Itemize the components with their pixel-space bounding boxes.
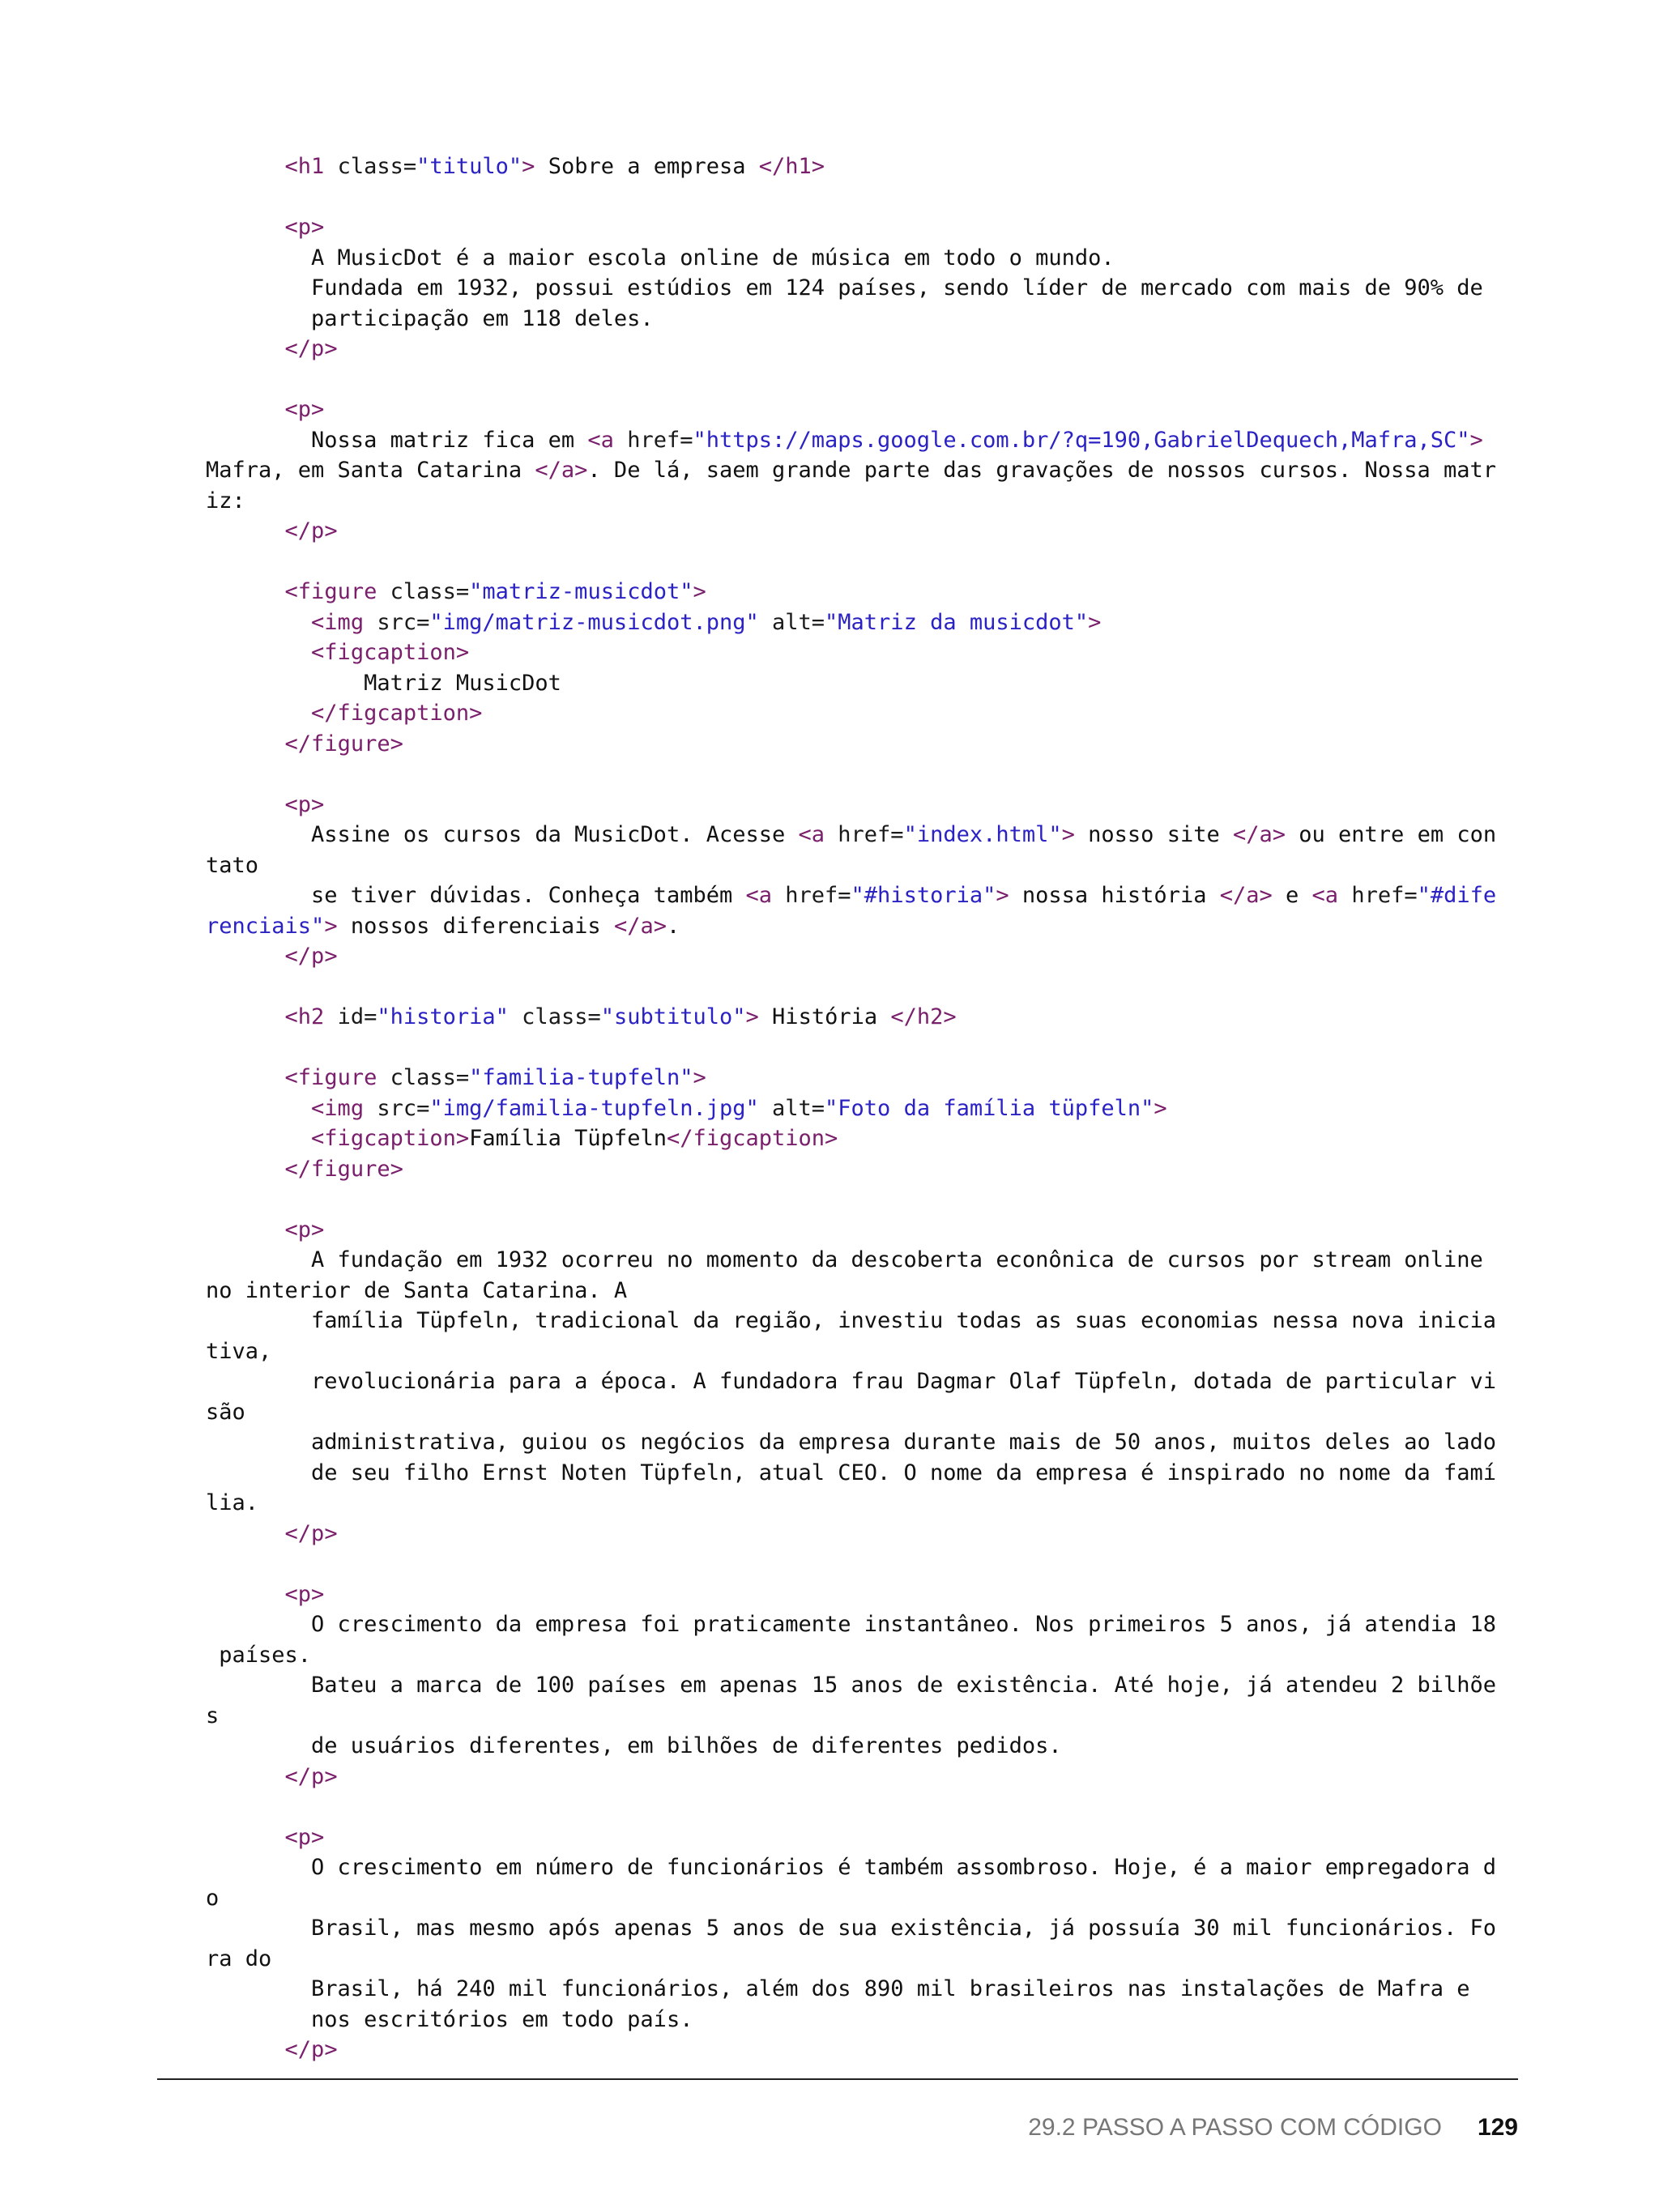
code-token: "index.html" [903, 822, 1062, 847]
code-line [206, 1883, 1518, 1914]
code-line [206, 698, 1518, 729]
code-line [206, 1427, 1518, 1458]
code-line [206, 820, 1518, 850]
code-token [206, 1157, 285, 1182]
code-line [206, 1974, 1518, 2005]
code-token: nos escritórios em todo país. [206, 2006, 693, 2032]
code-line [206, 2035, 1518, 2065]
code-line [206, 1822, 1518, 1853]
code-token: revolucionária para a época. A fundadora frau Dagmar Olaf Tüpfeln, dotada de particular vi [206, 1369, 1497, 1394]
code-token: <figure [284, 579, 390, 604]
code-token: class= [337, 154, 417, 179]
code-token [206, 336, 285, 361]
code-token: </p> [284, 1520, 338, 1546]
code-token: Assine os cursos da MusicDot. Acesse [206, 822, 799, 847]
code-token: class= [390, 579, 470, 604]
code-line [206, 607, 1518, 638]
code-token: <p> [284, 1581, 325, 1607]
code-token: </p> [284, 2037, 338, 2062]
code-token: "historia" [377, 1004, 509, 1029]
code-line [206, 334, 1518, 364]
code-line [206, 1549, 1518, 1579]
code-token: nossos diferenciais [337, 913, 614, 939]
code-token: </a> [535, 458, 588, 483]
code-token [206, 1825, 285, 1850]
code-token [206, 1065, 285, 1090]
code-line [206, 1519, 1518, 1549]
code-token: ou entre em con [1286, 822, 1497, 847]
code-line [206, 547, 1518, 578]
code-line [206, 1701, 1518, 1732]
code-line [206, 668, 1518, 699]
code-token: > [693, 1065, 706, 1090]
page-number: 129 [1477, 2114, 1518, 2141]
code-token: class= [508, 1004, 601, 1029]
code-token: href= [627, 427, 693, 453]
footer-divider [157, 2078, 1518, 2080]
code-token: alt= [758, 1095, 825, 1121]
code-line [206, 304, 1518, 335]
code-token: Brasil, há 240 mil funcionários, além dos 890 mil brasileiros nas instalações de Mafra e [206, 1976, 1470, 2001]
code-token [206, 792, 285, 817]
code-token [206, 1217, 285, 1242]
code-token: "#dife [1417, 883, 1497, 908]
code-token: administrativa, guiou os negócios da empresa durante mais de 50 anos, muitos deles ao lado [206, 1430, 1497, 1455]
code-line [206, 1458, 1518, 1489]
code-line [206, 1093, 1518, 1124]
code-token: História [758, 1004, 891, 1029]
code-token [206, 2037, 285, 2062]
code-token: . [666, 913, 680, 939]
code-token: > [693, 579, 706, 604]
code-token: <a [587, 427, 628, 453]
code-token: ra do [206, 1946, 272, 1971]
code-token: id= [337, 1004, 377, 1029]
code-line [206, 1762, 1518, 1792]
code-token: "familia-tupfeln" [469, 1065, 693, 1090]
code-token: <figcaption> [311, 640, 470, 665]
code-line [206, 1609, 1518, 1640]
code-token: <p> [284, 1217, 325, 1242]
code-token: Família Tüpfeln [469, 1126, 667, 1151]
code-token: src= [377, 609, 430, 635]
code-token: "matriz-musicdot" [469, 579, 693, 604]
code-token [206, 1096, 311, 1121]
code-token: nosso site [1074, 822, 1233, 847]
code-line [206, 182, 1518, 213]
code-token: "img/matriz-musicdot.png" [429, 609, 759, 635]
code-token: <p> [284, 1824, 325, 1850]
code-token: href= [1351, 883, 1418, 908]
code-token: participação em 118 deles. [206, 305, 654, 331]
code-line [206, 1640, 1518, 1671]
code-token: > [324, 913, 338, 939]
code-line [206, 880, 1518, 911]
code-token: "https://maps.google.com.br/?q=190,GabrielDequech,Mafra,SC" [693, 427, 1470, 453]
code-token [206, 579, 285, 604]
code-token: </h2> [890, 1004, 957, 1029]
code-line [206, 516, 1518, 547]
code-line [206, 425, 1518, 456]
code-token: renciais" [206, 913, 325, 939]
code-token: A MusicDot é a maior escola online de música em todo o mundo. [206, 245, 1115, 271]
code-token: o [206, 1885, 220, 1911]
code-line [206, 1245, 1518, 1276]
code-token: Mafra, em Santa Catarina [206, 458, 535, 483]
code-token: <p> [284, 215, 325, 240]
code-line [206, 364, 1518, 395]
code-line [206, 759, 1518, 790]
code-token: Fundada em 1932, possui estúdios em 124 países, sendo líder de mercado com mais de 90% de [206, 275, 1483, 300]
code-line [206, 1397, 1518, 1428]
code-token [206, 610, 311, 635]
code-token: Brasil, mas mesmo após apenas 5 anos de sua existência, já possuía 30 mil funcionários. Fo [206, 1916, 1497, 1941]
code-token: família Tüpfeln, tradicional da região, investiu todas as suas economias nessa nova inicia [206, 1308, 1497, 1333]
code-line [206, 972, 1518, 1003]
section-title: 29.2 PASSO A PASSO COM CÓDIGO [1028, 2114, 1442, 2141]
code-token: > [1469, 427, 1483, 453]
code-line [206, 394, 1518, 425]
code-line [206, 1336, 1518, 1367]
code-token: O crescimento em número de funcionários é também assombroso. Hoje, é a maior empregadora d [206, 1855, 1497, 1880]
code-token: </a> [1219, 883, 1273, 908]
code-line [206, 941, 1518, 972]
code-token [206, 1521, 285, 1546]
code-token: <p> [284, 397, 325, 422]
code-token: países. [206, 1642, 312, 1668]
code-token: <p> [284, 791, 325, 817]
code-token: <a [745, 883, 786, 908]
code-token: no interior de Santa Catarina. A [206, 1277, 628, 1303]
code-line [206, 455, 1518, 486]
code-token: são [206, 1399, 245, 1425]
code-token: > [1154, 1095, 1167, 1121]
code-token: Bateu a marca de 100 países em apenas 15 anos de existência. Até hoje, já atendeu 2 bilhõe [206, 1673, 1497, 1698]
code-token: s [206, 1703, 220, 1728]
code-token [206, 1126, 311, 1151]
code-line [206, 1579, 1518, 1610]
code-token: A fundação em 1932 ocorreu no momento da descoberta econônica de cursos por stream online [206, 1247, 1483, 1272]
code-token: </figcaption> [666, 1126, 838, 1151]
code-token [206, 1764, 285, 1789]
code-line [206, 2005, 1518, 2035]
code-line [206, 1063, 1518, 1093]
code-token: "Matriz da musicdot" [825, 609, 1089, 635]
code-token: </figure> [284, 731, 403, 757]
code-token: > [522, 154, 535, 179]
page-footer [157, 2114, 1518, 2142]
code-token: </p> [284, 336, 338, 361]
code-token: O crescimento da empresa foi praticamente instantâneo. Nos primeiros 5 anos, já atendia 18 [206, 1612, 1497, 1637]
code-token: de usuários diferentes, em bilhões de diferentes pedidos. [206, 1733, 1062, 1758]
code-line [206, 1215, 1518, 1246]
code-token: <a [798, 822, 838, 847]
code-line [206, 850, 1518, 881]
code-token [206, 1004, 285, 1029]
code-token: </figure> [284, 1156, 403, 1182]
code-token: </h1> [758, 154, 825, 179]
code-line [206, 1366, 1518, 1397]
code-token [206, 518, 285, 543]
code-token [206, 154, 285, 179]
code-token: Nossa matriz fica em [206, 427, 588, 453]
code-token: src= [377, 1095, 430, 1121]
code-line [206, 1488, 1518, 1519]
code-token: e [1272, 883, 1312, 908]
code-line [206, 1792, 1518, 1822]
code-line [206, 1913, 1518, 1944]
code-token: > [996, 883, 1009, 908]
code-line [206, 212, 1518, 243]
code-line [206, 729, 1518, 760]
code-token [206, 1582, 285, 1607]
code-token: class= [390, 1065, 470, 1090]
code-line [206, 911, 1518, 942]
code-line [206, 1306, 1518, 1336]
code-token: "subtitulo" [600, 1004, 746, 1029]
code-token: Sobre a empresa [535, 154, 759, 179]
code-token: nossa história [1009, 883, 1220, 908]
code-line [206, 1154, 1518, 1185]
code-token: > [1088, 609, 1102, 635]
code-token: <a [1311, 883, 1352, 908]
code-token: href= [785, 883, 851, 908]
code-line [206, 1731, 1518, 1762]
code-line [206, 1033, 1518, 1063]
code-token [206, 701, 311, 726]
code-token: "Foto da família tüpfeln" [825, 1095, 1154, 1121]
code-token: tato [206, 852, 259, 878]
code-token: iz: [206, 488, 245, 514]
code-token: <figure [284, 1065, 390, 1090]
code-line [206, 1123, 1518, 1154]
code-token [206, 215, 285, 240]
code-token [206, 944, 285, 969]
code-line [206, 1670, 1518, 1701]
code-line [206, 273, 1518, 304]
code-token: lia. [206, 1490, 259, 1515]
code-token: se tiver dúvidas. Conheça também [206, 883, 746, 908]
code-token: </figcaption> [311, 701, 483, 726]
code-token [206, 640, 311, 665]
code-token: > [1061, 822, 1075, 847]
code-token: "img/familia-tupfeln.jpg" [429, 1095, 759, 1121]
code-token: <figcaption> [311, 1126, 470, 1151]
code-line [206, 790, 1518, 820]
code-token: "titulo" [416, 154, 522, 179]
code-token: <h2 [284, 1004, 338, 1029]
code-token: </a> [1232, 822, 1286, 847]
code-line [206, 1002, 1518, 1033]
code-token: </p> [284, 1763, 338, 1789]
code-token: de seu filho Ernst Noten Tüpfeln, atual CEO. O nome da empresa é inspirado no nome da famí [206, 1460, 1497, 1485]
code-token: </p> [284, 944, 338, 969]
code-line [206, 637, 1518, 668]
code-line [206, 577, 1518, 607]
code-token: <img [311, 1095, 377, 1121]
code-token: </p> [284, 518, 338, 543]
code-line [206, 151, 1518, 182]
code-token [206, 731, 285, 757]
code-token: </a> [613, 913, 667, 939]
code-token: alt= [758, 609, 825, 635]
code-line [206, 486, 1518, 517]
code-line [206, 1184, 1518, 1215]
code-token [206, 397, 285, 422]
code-line [206, 1944, 1518, 1975]
code-token: > [745, 1004, 759, 1029]
code-token: href= [838, 822, 904, 847]
code-token: Matriz MusicDot [206, 670, 561, 696]
code-token: "#historia" [851, 883, 996, 908]
code-token: tiva, [206, 1338, 272, 1364]
code-token: . De lá, saem grande parte das gravações de nossos cursos. Nossa matr [587, 458, 1497, 483]
code-line [206, 243, 1518, 274]
code-token: <h1 [284, 154, 338, 179]
code-listing [206, 151, 1518, 2065]
code-line [206, 1852, 1518, 1883]
code-line [206, 1276, 1518, 1306]
code-token: <img [311, 609, 377, 635]
